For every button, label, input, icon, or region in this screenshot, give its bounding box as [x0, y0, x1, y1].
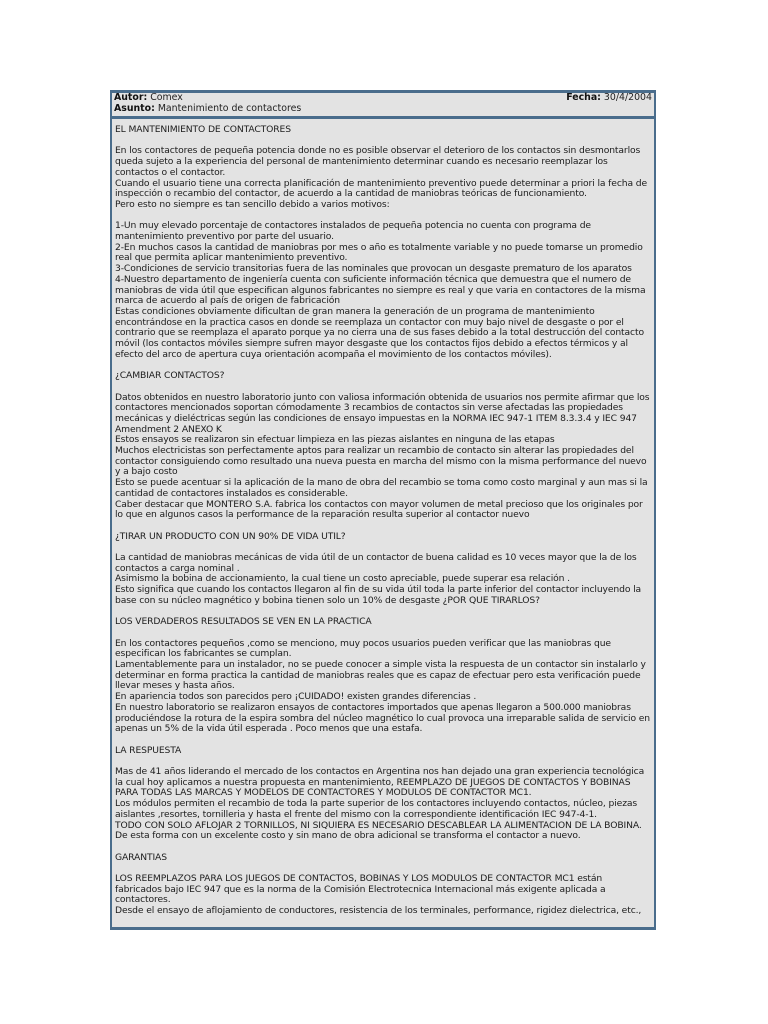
subject-label: Asunto: — [114, 102, 155, 114]
author-label: Autor: — [114, 92, 148, 103]
header-divider — [112, 116, 654, 119]
date-field — [566, 93, 652, 104]
bottom-border — [112, 927, 654, 930]
date-value: 30/4/2004 — [603, 92, 652, 103]
message-body — [115, 125, 651, 928]
section-heading: ¿TIRAR UN PRODUCTO CON UN 90% DE VIDA UTIL? — [115, 530, 346, 542]
paragraph: La cantidad de maniobras mecánicas de vida útil de un contactor de buena calidad es 10 veces mayor que la de los contactos a carga nominal . Asimismo la bobina de accionamiento, la cual tiene un costo apreciable, puede superar esa relación . Esto significa que cuando los contactos llegaron al fin de su vida útil toda la parte inferior del contactor incluyendo la base con su núcleo magnético y bobina tienen solo un 10% de desgaste ¿POR QUE TIRARLOS? — [115, 552, 642, 606]
paragraph: Mas de 41 años liderando el mercado de los contactos en Argentina nos han dejado una gran experiencia tecnológica la cual hoy aplicamos a nuestra propuesta en mantenimiento, REEMPLAZO DE JUEGOS DE CONTACTOS Y BOBINAS PARA TODAS LAS MARCAS Y MODELOS DE CONTACTORES Y MODULOS DE CONTACTOR MC1. Los módulos permiten el recambio de toda la parte superior de los contactores incluyendo contactos, núcleo, piezas aislantes ,resortes, tornilleria y hasta el frente del mismo con la correspondiente identificación IEC 947-4-1. TODO CON SOLO AFLOJAR 2 TORNILLOS, NI SIQUIERA ES NECESARIO DESCABLEAR LA ALIMENTACION DE LA BOBINA. De esta forma con un excelente costo y sin mano de obra adicional se transforma el contactor a nuevo. — [115, 766, 645, 842]
section-heading: ¿CAMBIAR CONTACTOS? — [115, 370, 225, 382]
message-panel — [110, 90, 656, 930]
date-label: Fecha: — [566, 92, 601, 103]
paragraph: Datos obtenidos en nuestro laboratorio junto con valiosa información obtenida de usuarios nos permite afirmar que los contactores mencionados soportan cómodamente 3 recambios de contactos sin verse afectadas las propiedades mecánicas y dieléctricas según las condiciones de ensayo impuestas en la NORMA IEC 947-1 ITEM 8.3.3.4 y IEC 947 Amendment 2 ANEXO K Estos ensayos se realizaron sin efectuar limpieza en las piezas aislantes en ninguna de las etapas Muchos electricistas son perfectamente aptos para realizar un recambio de contacto sin alterar las propiedades del contactor consiguiendo como resultado una nueva puesta en marcha del mismo con la misma performance del nuevo y a bajo costo Esto se puede acentuar si la aplicación de la mano de obra del recambio se toma como costo marginal y aun mas si la cantidad de contactores instalados es considerable. Caber destacar que MONTERO S.A. fabrica los contactos con mayor volumen de metal precioso que los originales por lo que en algunos casos la performance de la reparación resulta superior al contactor nuevo — [115, 391, 650, 521]
paragraph: 1-Un muy elevado porcentaje de contactores instalados de pequeña potencia no cuenta con programa de mantenimiento preventivo por parte del usuario. 2-En muchos casos la cantidad de maniobras por mes o año es totalmente variable y no puede tomarse un promedio real que permita aplicar mantenimiento preventivo. 3-Condiciones de servicio transitorias fuera de las nominales que provocan un desgaste prematuro de los aparatos 4-Nuestro departamento de ingeniería cuenta con suficiente información técnica que demuestra que el numero de maniobras de vida útil que especifican algunos fabricantes no siempre es real y que varia en contactores de la misma marca de acuerdo al país de origen de fabricación Estas condiciones obviamente dificultan de gran manera la generación de un programa de mantenimiento encontrándose en la practica casos en donde se reemplaza un contactor con muy bajo nivel de desgaste o por el contrario que se reemplaza el aparato porque ya no cierra una de sus fases debido a la total destrucción del contacto móvil (los contactos móviles siempre sufren mayor desgaste que los contactos fijos debido a efectos térmicos y al efecto del arco de apertura cuya orientación acompaña el movimiento de los contactos móviles). — [115, 220, 646, 360]
paragraph: En los contactores pequeños ,como se menciono, muy pocos usuarios pueden verificar que las maniobras que especifican los fabricantes se cumplan. Lamentablemente para un instalador, no se puede conocer a simple vista la respuesta de un contactor sin instalarlo y determinar en forma practica la cantidad de maniobras reales que es capaz de efectuar pero esta verificación puede llevar meses y hasta años. En apariencia todos son parecidos pero ¡CUIDADO! existen grandes diferencias . En nuestro laboratorio se realizaron ensayos de contactores importados que apenas llegaron a 500.000 maniobras produciéndose la rotura de la espira sombra del núcleo magnético lo cual provoca una irreparable salida de servicio en apenas un 5% de la vida útil esperada . Poco menos que una estafa. — [115, 637, 650, 735]
section-heading: GARANTIAS — [115, 851, 167, 863]
subject-value: Mantenimiento de contactores — [157, 102, 302, 114]
section-heading: LA RESPUESTA — [115, 744, 182, 756]
paragraph: LOS REEMPLAZOS PARA LOS JUEGOS DE CONTACTOS, BOBINAS Y LOS MODULOS DE CONTACTOR MC1 están fabricados bajo IEC 947 que es la norma de la Comisión Electrotecnica Internacional más exigente aplicada a contactores. Desde el ensayo de aflojamiento de conductores, resistencia de los terminales, performance, rigidez dielectrica, etc., — [115, 873, 642, 917]
message-header — [114, 93, 652, 116]
author-value: Comex — [150, 92, 183, 103]
section-heading: EL MANTENIMIENTO DE CONTACTORES — [115, 124, 291, 135]
paragraph: En los contactores de pequeña potencia donde no es posible observar el deterioro de los contactos sin desmontarlos queda sujeto a la experiencia del personal de mantenimiento determinar cuando es necesario reemplazar los contactos o el contactor. Cuando el usuario tiene una correcta planificación de mantenimiento preventivo puede determinar a priori la fecha de inspección o recambio del contactor, de acuerdo a la cantidad de maniobras teóricas de funcionamiento. Pero esto no siempre es tan sencillo debido a varios motivos: — [115, 145, 648, 210]
section-heading: LOS VERDADEROS RESULTADOS SE VEN EN LA PRACTICA — [115, 616, 372, 628]
subject-row — [114, 104, 652, 115]
